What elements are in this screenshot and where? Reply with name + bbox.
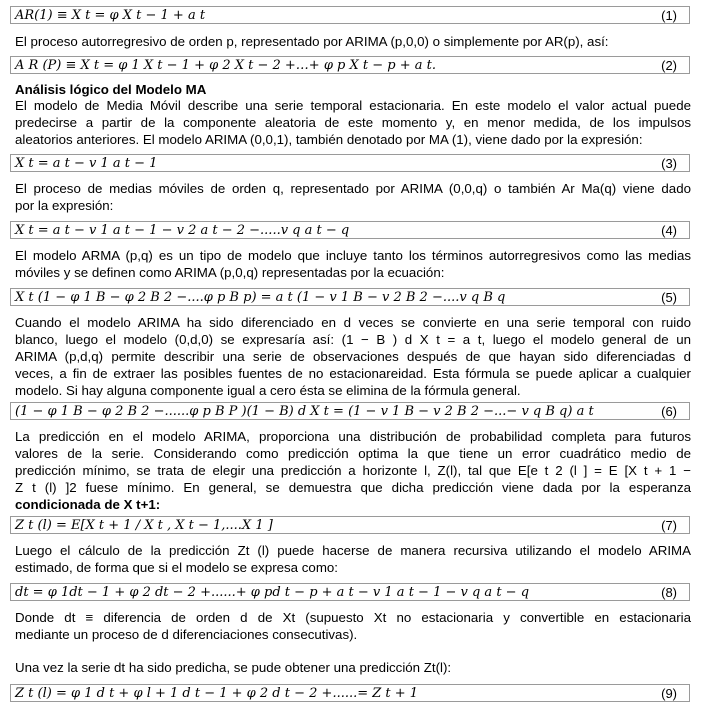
text-line: valores de la serie. Considerando como predicción optima la que tiene un error cuadrático medio de	[15, 446, 691, 461]
paragraph-dt-definition	[15, 609, 691, 643]
equation-number: (3)	[661, 156, 677, 171]
equation-expression: X t (1 − φ 1 B − φ 2 B 2 −....φ p B p) = a t (1 − v 1 B − v 2 B 2 −....v q B q	[15, 290, 506, 305]
paragraph-dt-predicted	[15, 659, 691, 676]
paragraph-arma	[15, 247, 691, 281]
equation-number: (4)	[661, 223, 677, 238]
text-line: La predicción en el modelo ARIMA, proporciona una distribución de probabilidad completa para futuros	[15, 429, 691, 444]
paragraph-arima-d	[15, 314, 691, 399]
equation-number: (9)	[661, 686, 677, 701]
text-line: condicionada de X t+1:	[15, 497, 161, 512]
section-heading: Análisis lógico del Modelo MA	[15, 82, 207, 97]
equation-expression: A R (P) ≡ X t = φ 1 X t − 1 + φ 2 X t − 2 +…+ φ p X t − p + a t.	[15, 58, 436, 73]
equation-2	[10, 56, 690, 74]
equation-expression: X t = a t − v 1 a t − 1	[15, 156, 158, 171]
text-line: ARIMA (p,d,q) permite describir una serie de observaciones después de que hayan sido diferenciadas d	[15, 349, 691, 364]
text-line: Z t (l) ]2 fuese mínimo. En general, se demuestra que dicha predicción viene dada por la esperanza	[15, 480, 691, 495]
text-line: El modelo de Media Móvil describe una serie temporal estacionaria. En este modelo el valor actual puede	[15, 98, 691, 113]
equation-7	[10, 516, 690, 534]
text-line: Cuando el modelo ARIMA ha sido diferenciado en d veces se convierte en una serie temporal con ruido	[15, 315, 691, 330]
text-line: Una vez la serie dt ha sido predicha, se pude obtener una predicción Zt(l):	[15, 660, 452, 675]
text-line: Luego el cálculo de la predicción Zt (l) puede hacerse de manera recursiva utilizando el modelo ARIMA	[15, 543, 691, 558]
equation-3	[10, 154, 690, 172]
text-line: aleatorios anteriores. El modelo ARIMA (0,0,1), también denotado por MA (1), viene dado por la expresión:	[15, 132, 643, 147]
equation-expression: Z t (l) = φ 1 d t + φ l + 1 d t − 1 + φ 2 d t − 2 +......= Z t + 1	[15, 686, 419, 701]
equation-8	[10, 583, 690, 601]
equation-4	[10, 221, 690, 239]
equation-number: (6)	[661, 404, 677, 419]
equation-number: (2)	[661, 58, 677, 73]
equation-expression: (1 − φ 1 B − φ 2 B 2 −......φ p B P )(1 − B) d X t = (1 − v 1 B − v 2 B 2 −...− v q B q) a t	[15, 404, 594, 419]
equation-5	[10, 288, 690, 306]
text-line: por la expresión:	[15, 198, 114, 213]
equation-expression: AR(1) ≡ X t = φ X t − 1 + a t	[15, 8, 206, 23]
paragraph-ar-p	[15, 33, 691, 50]
text-line: modelo. Si hay alguna componente igual a cero ésta se elimina de la fórmula general.	[15, 383, 521, 398]
text-line: predicción mínimo, se trata de elegir una predicción a horizonte l, Z(l), tal que E[e t 2 (l ] = E [X t + 1 −	[15, 463, 691, 478]
equation-number: (1)	[661, 8, 677, 23]
text-line: El proceso de medias móviles de orden q, representado por ARIMA (0,0,q) o también Ar Ma(q) viene dado	[15, 181, 691, 196]
equation-expression: dt = φ 1dt − 1 + φ 2 dt − 2 +......+ φ pd t − p + a t − v 1 a t − 1 − v q a t − q	[15, 585, 530, 600]
paragraph-prediction	[15, 428, 691, 513]
text-line: Donde dt ≡ diferencia de orden d de Xt (supuesto Xt no estacionaria y convertible en estacionaria	[15, 610, 691, 625]
text-line: veces, a fin de extraer las posibles fuentes de no estacionareidad. Esta fórmula se puede aplicar a cualquier	[15, 366, 691, 381]
equation-6	[10, 402, 690, 420]
equation-9	[10, 684, 690, 702]
equation-number: (5)	[661, 290, 677, 305]
equation-1	[10, 6, 690, 24]
text-line: mediante un proceso de d diferenciaciones consecutivas).	[15, 627, 358, 642]
equation-expression: X t = a t − v 1 a t − 1 − v 2 a t − 2 −.....v q a t − q	[15, 223, 350, 238]
equation-expression: Z t (l) = E[X t + 1 / X t , X t − 1,....X 1 ]	[15, 518, 273, 533]
equation-number: (8)	[661, 585, 677, 600]
paragraph-ma-intro	[15, 97, 691, 148]
equation-number: (7)	[661, 518, 677, 533]
text-line: predecirse a partir de la componente aleatoria de este momento y, en menor medida, de los impulsos	[15, 115, 691, 130]
text-line: blanco, luego el modelo (0,d,0) se expresaría así: (1 − B ) d X t = a t, luego el modelo general de un	[15, 332, 691, 347]
text-line: El modelo ARMA (p,q) es un tipo de modelo que incluye tanto los términos autorregresivos como las medias	[15, 248, 691, 263]
text-line: El proceso autorregresivo de orden p, representado por ARIMA (p,0,0) o simplemente por AR(p), así:	[15, 34, 609, 49]
text-line: móviles y se definen como ARIMA (p,0,q) representadas por la ecuación:	[15, 265, 445, 280]
paragraph-ma-q	[15, 180, 691, 214]
text-line: estimado, de forma que si el modelo se expresa como:	[15, 560, 338, 575]
paragraph-recursive	[15, 542, 691, 576]
